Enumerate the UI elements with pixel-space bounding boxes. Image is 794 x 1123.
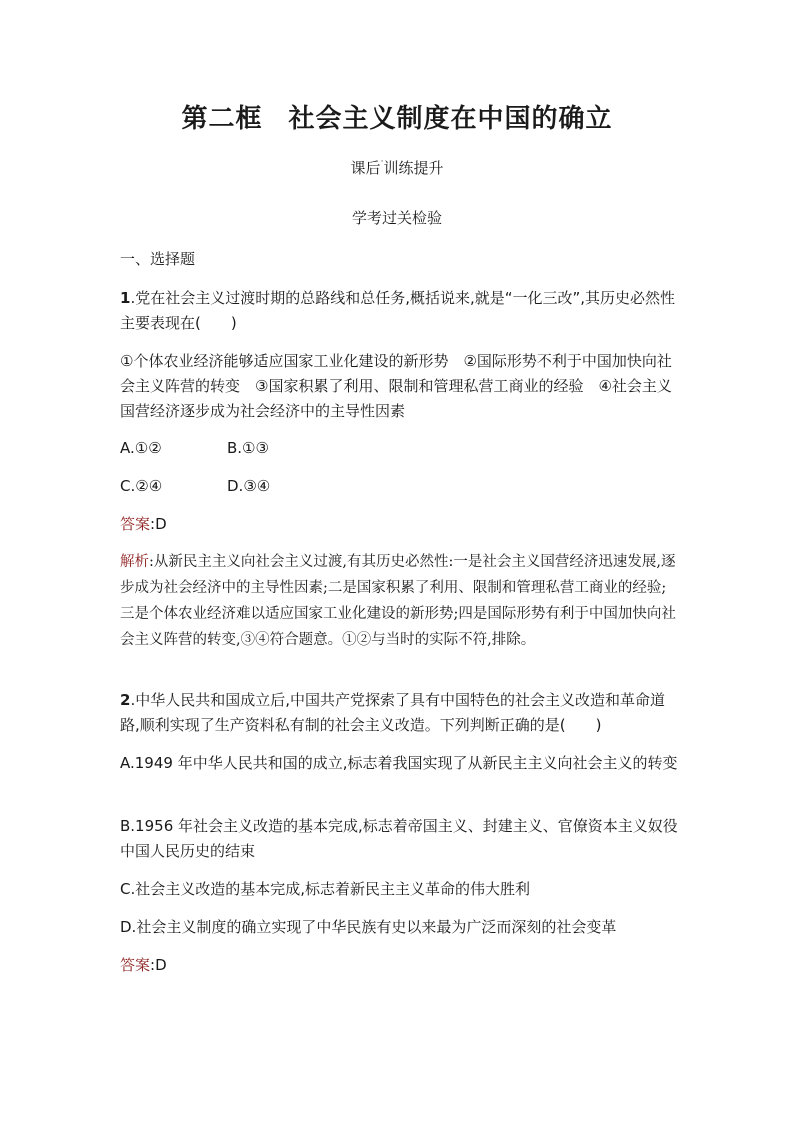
q1-stem-text: .党在社会主义过渡时期的总路线和总任务,概括说来,就是“一化三改”,其历史必然性主要表现在( ): [120, 289, 676, 332]
q1-answer: [120, 512, 680, 537]
q2-answer-label: 答案: [120, 956, 151, 974]
q1-explanation: [120, 549, 680, 653]
q1-explanation-text: :从新民主主义向社会主义过渡,有其历史必然性:一是社会主义国营经济迅速发展,逐步成为社会经济中的主导性因素;二是国家积累了利用、限制和管理私营工商业的经验;三是个体农业经济难以适应国家工业化建设的新形势;四是国际形势有利于中国加快向社会主义阵营的转变,③④符合题意。①②与当时的实际不符,排除。: [120, 554, 676, 648]
q2-stem: [120, 688, 680, 738]
part-heading: 一、选择题: [120, 250, 196, 268]
q1-options-row-1: [120, 436, 269, 461]
title-part-1: 第二框: [181, 104, 263, 134]
q1-option-d: D.③④: [227, 477, 271, 495]
q2-number: 2: [120, 691, 131, 709]
q1-number: 1: [120, 289, 131, 307]
q2-answer-value: :D: [150, 956, 167, 974]
q2-stem-text: .中华人民共和国成立后,中国共产党探索了具有中国特色的社会主义改造和革命道路,顺利实现了生产资料私有制的社会主义改造。下列判断正确的是( ): [120, 691, 665, 734]
q1-explanation-label: 解析: [120, 554, 149, 570]
q1-option-c: C.②④: [120, 477, 163, 495]
subtitle-before: 课后: [350, 159, 381, 177]
q2-option-d: D.社会主义制度的确立实现了中华民族有史以来最为广泛而深刻的社会变革: [120, 918, 617, 936]
q2-answer: [120, 953, 680, 978]
q1-option-b: B.①③: [227, 439, 269, 457]
q1-stem: [120, 286, 680, 336]
q2-option-b: B.1956 年社会主义改造的基本完成,标志着帝国主义、封建主义、官僚资本主义奴役中国人民历史的结束: [120, 817, 678, 860]
q1-options-row-2: [120, 474, 270, 499]
subtitle-dot: ·: [380, 157, 384, 167]
page-title: [0, 98, 794, 135]
q1-answer-value: :D: [150, 515, 167, 533]
q2-option-c: C.社会主义改造的基本完成,标志着新民主主义革命的伟大胜利: [120, 880, 531, 898]
q1-answer-label: 答案: [120, 515, 151, 533]
subtitle: [0, 157, 794, 178]
section-header: 学考过关检验: [351, 209, 442, 227]
title-part-2: 社会主义制度在中国的确立: [288, 104, 613, 134]
q1-statements: ①个体农业经济能够适应国家工业化建设的新形势 ②国际形势不利于中国加快向社会主义阵营的转变 ③国家积累了利用、限制和管理私营工商业的经验 ④社会主义国营经济逐步成为社会经济中的主导性因素: [120, 352, 672, 420]
q1-option-a: A.①②: [120, 439, 162, 457]
subtitle-after: 训练提升: [383, 159, 444, 177]
q2-option-a: A.1949 年中华人民共和国的成立,标志着我国实现了从新民主主义向社会主义的转变: [120, 754, 678, 772]
